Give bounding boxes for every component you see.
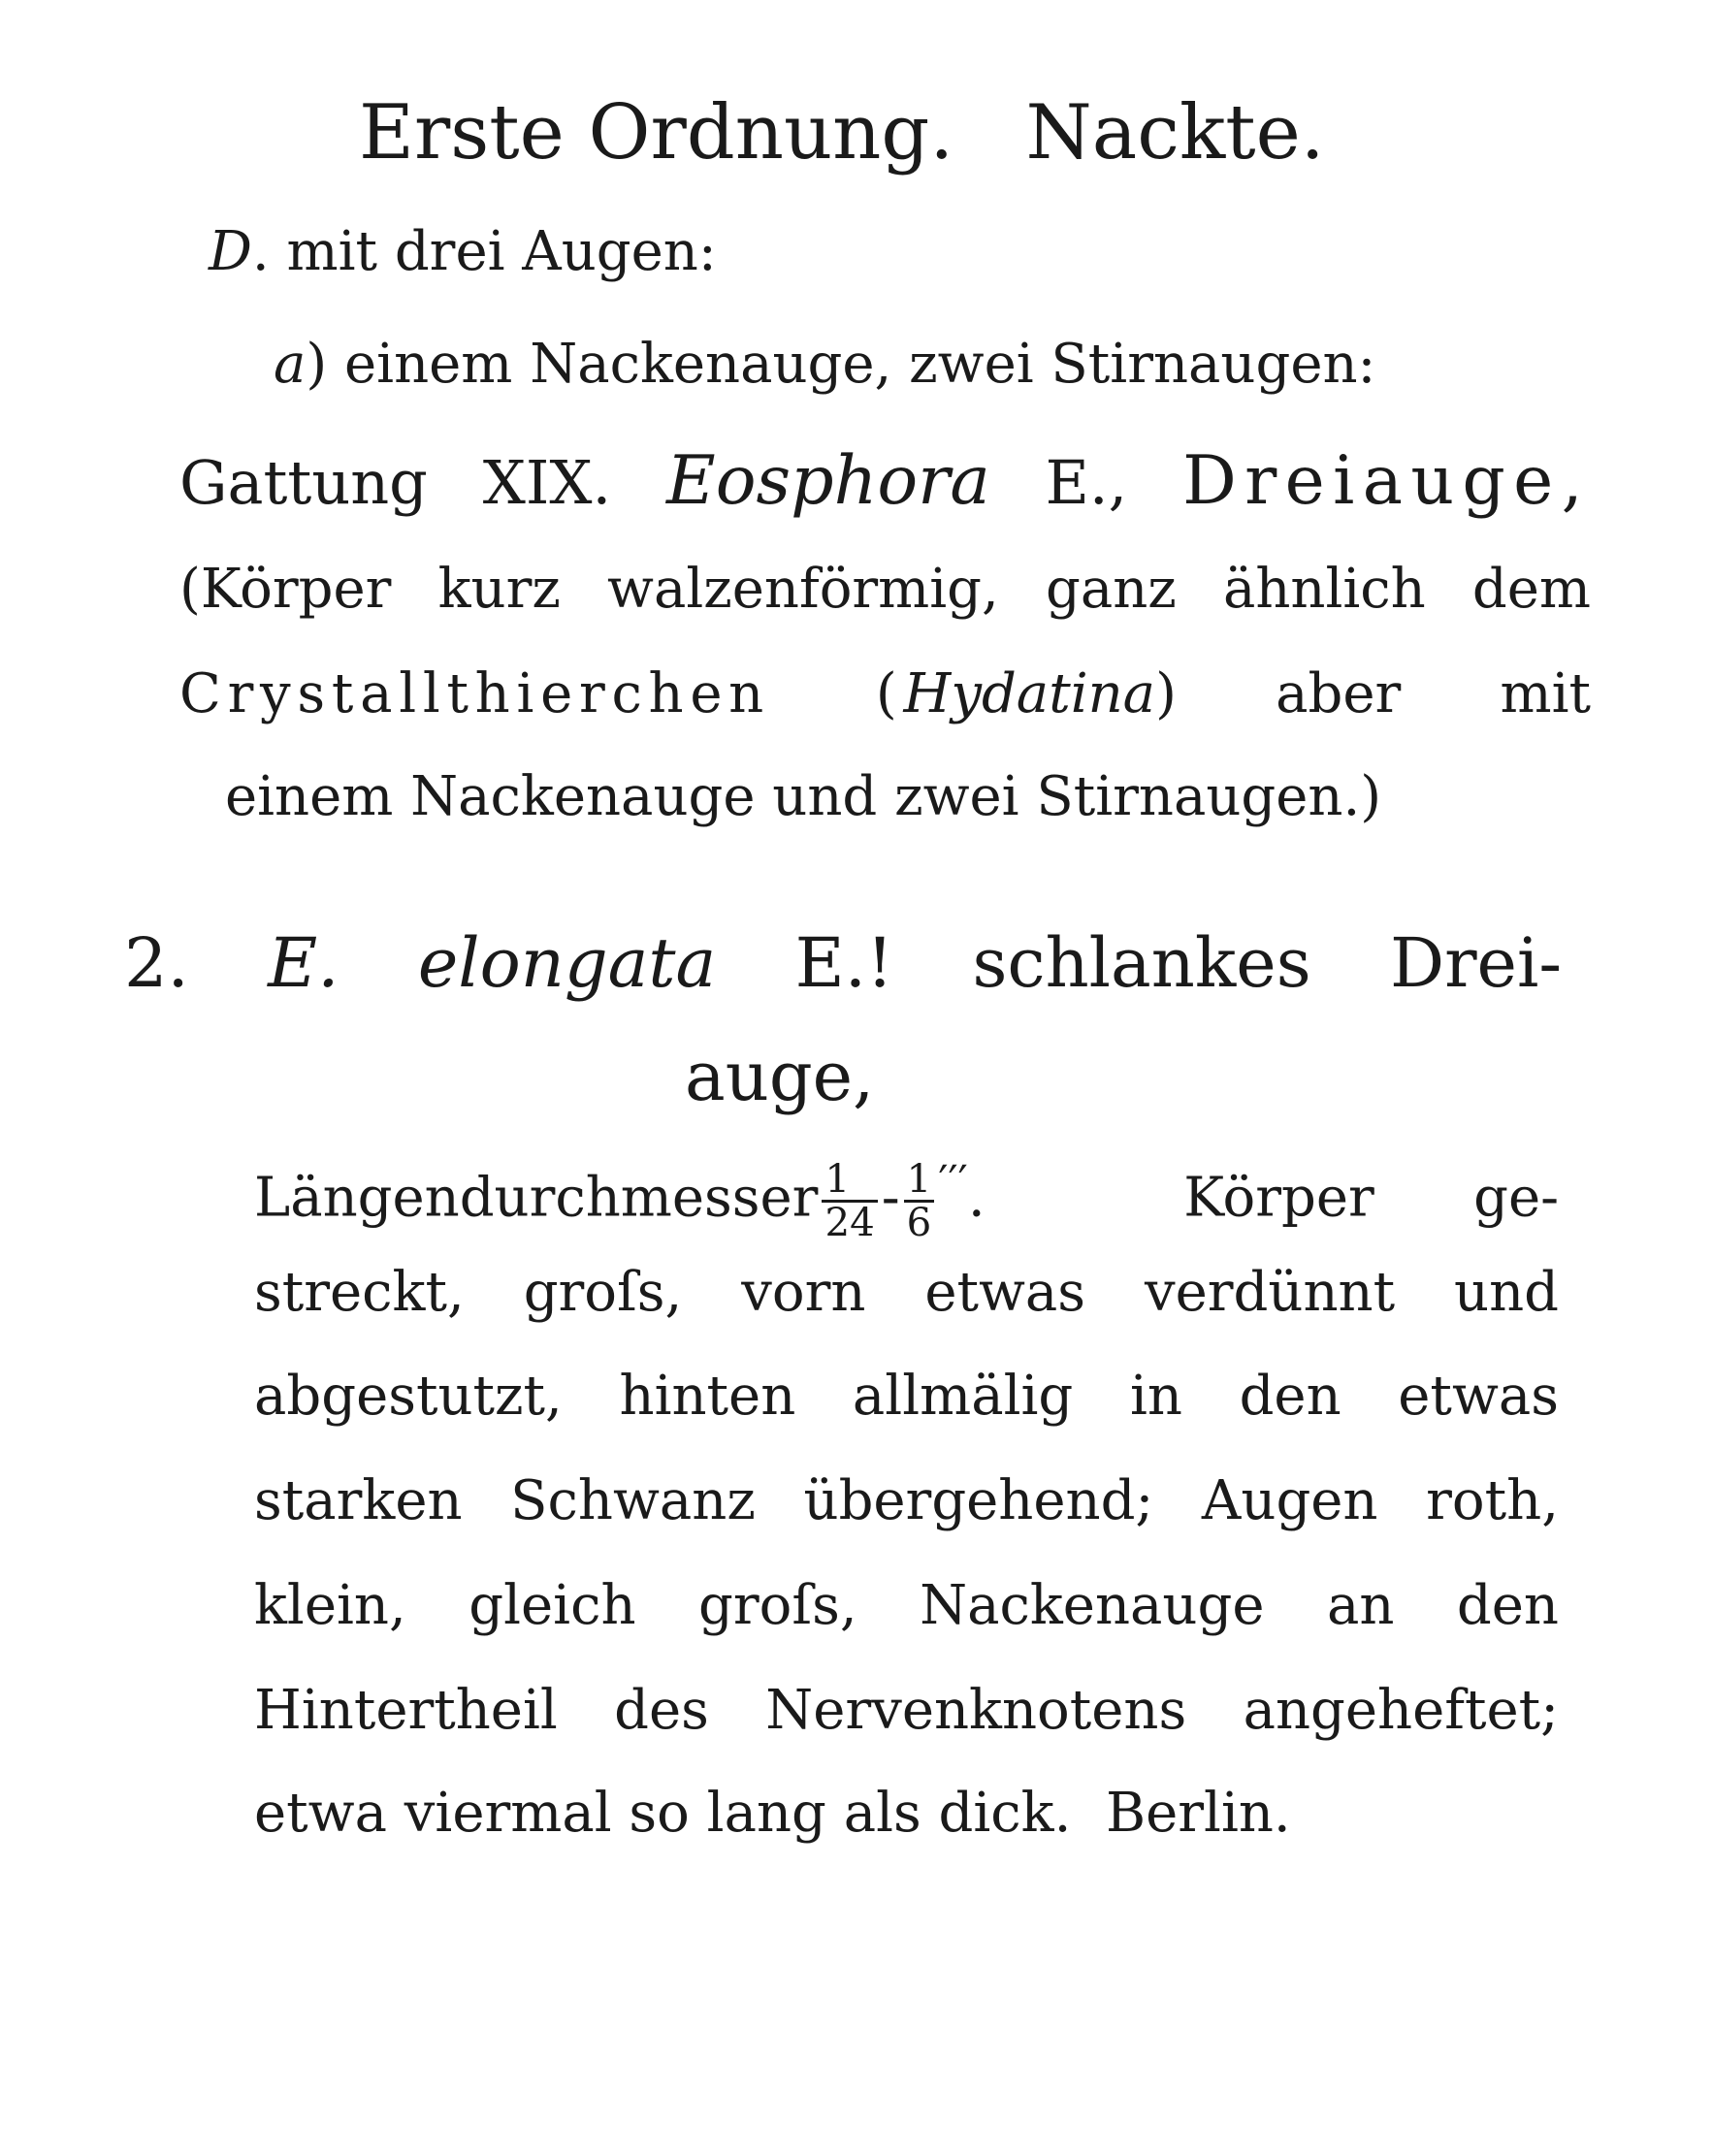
description-text: abgestutzt, hinten allmälig in den etwas (254, 1365, 1559, 1428)
species-common-name: schlankes Drei- (972, 923, 1562, 1003)
subsection-heading (274, 333, 1376, 396)
genus-description-line (225, 765, 1382, 828)
section-letter: D (209, 220, 252, 283)
species-heading (124, 923, 1562, 1003)
description-line (254, 1365, 1559, 1428)
description-line (254, 1469, 1559, 1532)
description-line (254, 1679, 1559, 1742)
species-author: E.! (794, 923, 894, 1003)
page-title-text: Erste Ordnung. Nackte. (359, 89, 1325, 177)
description-text: etwa viermal so lang als dick. Berlin. (254, 1782, 1291, 1845)
fraction (822, 1156, 877, 1246)
description-line (254, 1782, 1291, 1845)
description-text: streckt, groſs, vorn etwas verdünnt und (254, 1261, 1559, 1324)
genus-description-text: ) aber mit (1155, 662, 1592, 725)
description-text: starken Schwanz übergehend; Augen roth, (254, 1469, 1559, 1532)
description-text: Längendurchmesser (254, 1166, 819, 1230)
genus-description-text: (Körper kurz walzenförmig, ganz ähnlich dem (179, 558, 1591, 621)
genus-description-line (179, 662, 1592, 725)
section-text: . mit drei Augen: (251, 220, 717, 283)
description-text: Hintertheil des Nervenknotens angeheftet; (254, 1679, 1559, 1742)
description-text: . Körper ge- (967, 1166, 1559, 1230)
unit-lines-mark: ′′′ (938, 1155, 968, 1207)
description-line (254, 1261, 1559, 1324)
fraction-numerator: 1 (904, 1159, 935, 1203)
species-common-name-cont: auge, (685, 1037, 875, 1116)
genus-description-line (179, 558, 1591, 621)
genus-description-text: einem Nackenauge und zwei Stirnaugen.) (225, 765, 1382, 828)
fraction (904, 1156, 935, 1246)
genus-heading (179, 442, 1592, 520)
fraction-numerator: 1 (822, 1159, 877, 1203)
subsection-text: ) einem Nackenauge, zwei Stirnaugen: (306, 333, 1376, 396)
page-title (359, 89, 1325, 177)
description-line (254, 1155, 1559, 1246)
species-heading-continuation (685, 1037, 875, 1116)
genus-description-text: Crystallthierchen ( (179, 662, 904, 725)
range-dash: - (881, 1166, 900, 1230)
species-name: E. elongata (268, 923, 717, 1003)
fraction-denominator: 24 (824, 1200, 875, 1246)
fraction-denominator: 6 (906, 1200, 932, 1246)
genus-common-name: Dreiauge, (1182, 442, 1592, 520)
species-number: 2. (124, 923, 189, 1003)
genus-description-italic: Hydatina (903, 662, 1156, 725)
genus-prefix: Gattung XIX. (179, 447, 612, 518)
genus-name: Eosphora (666, 442, 990, 520)
subsection-letter: a (274, 333, 307, 396)
description-line (254, 1574, 1559, 1637)
description-text: klein, gleich groſs, Nackenauge an den (254, 1574, 1559, 1637)
section-heading (209, 220, 717, 283)
genus-author: E., (1045, 447, 1128, 518)
